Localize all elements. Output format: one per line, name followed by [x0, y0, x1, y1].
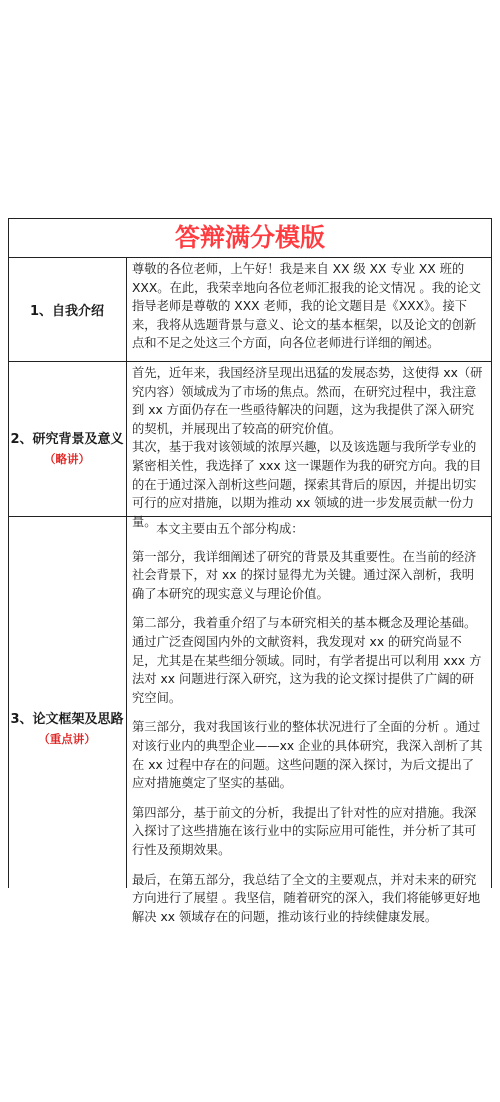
- row-label-text: 1、自我介绍: [29, 304, 105, 319]
- table-border-right: [491, 218, 492, 888]
- page-title: 答辩满分模版: [174, 223, 325, 252]
- framework-intro: 本文主要由五个部分构成：: [156, 522, 304, 536]
- paragraph: 第三部分，我对我国该行业的整体状况进行了全面的分析 。通过对该行业内的典型企业——xx 企业的具体研究，我深入剖析了其在 xx 过程中存在的问题。这些问题的深入探讨，为后文提出了应对措施奠定了坚实的基础。: [132, 720, 483, 791]
- paragraph: 尊敬的各位老师，上午好！我是来自 XX 级 XX 专业 XX 班的 XXX。在此，我荣幸地向各位老师汇报我的论文情况 。我的论文指导老师是尊敬的 XXX 老师，我的论文题目是《XXX》。接下来，我将从选题背景与意义、论文的基本框架，以及论文的创新点和不足之处这三个方面，向各位老师进行详细的阐述。: [132, 262, 481, 351]
- paragraph: 第四部分，基于前文的分析，我提出了针对性的应对措施。我深入探讨了这些措施在该行业中的实际应用可能性，并分析了其可行性及预期效果。: [132, 805, 477, 857]
- row-divider-1: [8, 361, 492, 362]
- row-content-background: [132, 364, 486, 531]
- row-content-self-intro: [132, 260, 486, 353]
- paragraph: 最后，在第五部分，我总结了全文的主要观点，并对未来的研究方向进行了展望 。我坚信，随着研究的深入，我们将能够更好地解决 xx 领域存在的问题，推动该行业的持续健康发展。: [132, 872, 481, 924]
- row-label-self-intro: [8, 300, 126, 319]
- row-label-text: 2、研究背景及意义: [10, 432, 124, 447]
- paragraph: 首先，近年来，我国经济呈现出迅猛的发展态势，这使得 xx（研究内容）领域成为了市场的焦点。然而，在研究过程中，我注意到 xx 方面仍存在一些亟待解决的问题，这为我提供了深入研究的契机，并展现出了较高的研究价值。: [132, 366, 483, 436]
- row-label-note: （重点讲）: [38, 732, 96, 746]
- row-label-background: [8, 428, 126, 467]
- row-label-note: （略讲）: [44, 452, 90, 466]
- paragraph: 其次，基于我对该领域的浓厚兴趣，以及该选题与我所学专业的紧密相关性，我选择了 xxx 这一课题作为我的研究方向。我的目的在于通过深入剖析这些问题，探索其背后的原因，并提出切实可行的应对措施，以期为推动 xx 领域的进一步发展贡献一份力量。: [132, 440, 482, 529]
- column-divider: [126, 257, 127, 888]
- row-label-text: 3、论文框架及思路: [10, 712, 124, 727]
- paragraph: 第二部分，我着重介绍了与本研究相关的基本概念及理论基础。通过广泛查阅国内外的文献资料，我发现对 xx 的研究尚显不足，尤其是在某些细分领域。同时，有学者提出可以利用 xxx 方法对 xx 问题进行深入研究，这为我的论文探讨提供了广阔的研究空间。: [132, 616, 482, 705]
- row-content-framework: [132, 520, 486, 937]
- paragraph: 第一部分，我详细阐述了研究的背景及其重要性。在当前的经济社会背景下，对 xx 的探讨显得尤为关键。通过深入剖析，我明确了本研究的现实意义与理论价值。: [132, 549, 477, 601]
- row-label-framework: [8, 708, 126, 747]
- template-table: [8, 218, 492, 924]
